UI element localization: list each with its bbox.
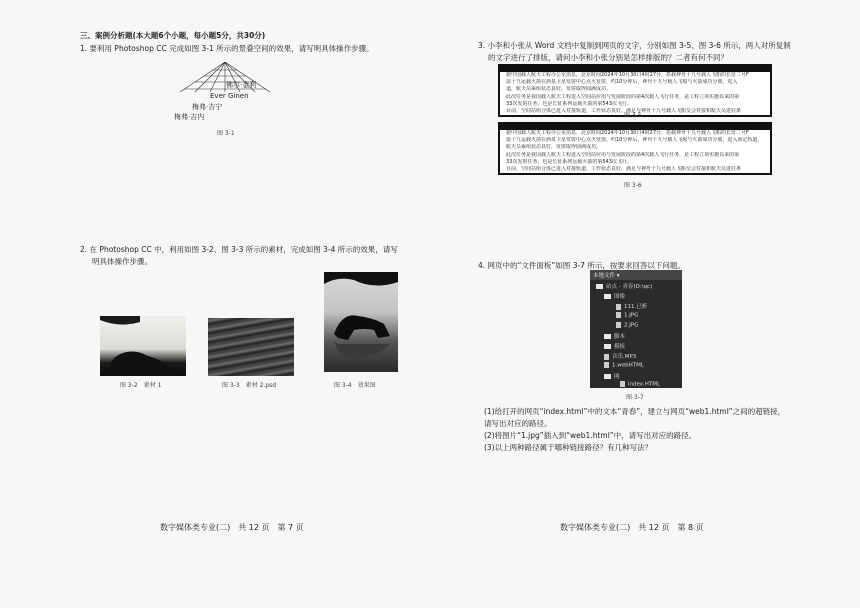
fig36-line: 据中国载人航天工程办公室消息，北京时间2024年10月30日4时27分，搭载神舟十九号载人飞船的长征二号F xyxy=(506,130,749,136)
fig33-caption: 图 3-3 素材 2.psd xyxy=(222,382,277,389)
fig35-line: 据中国载人航天工程办公室消息，北京时间2024年10月30日4时27分，搭载神舟十九号载人飞船的长征二号F xyxy=(506,72,749,78)
code-file-icon xyxy=(604,362,609,368)
file-icon xyxy=(616,304,621,310)
fig31-name-4: 梅弗·吉内 xyxy=(174,113,205,121)
panel-item-web[interactable]: 网 xyxy=(604,372,620,380)
question-3-line-2: 的文字进行了排版，请问小李和小张分别是怎样排版的？二者有何不同？ xyxy=(488,53,728,62)
folder-icon xyxy=(604,294,611,299)
fig32-caption: 图 3-2 素材 1 xyxy=(120,382,162,389)
effect-tiger-image xyxy=(324,272,398,372)
panel-item-images[interactable]: 图像 xyxy=(604,292,625,300)
panel-item-file[interactable]: 音乐.MP3 xyxy=(604,352,636,360)
question-4-3: (3)以上两种路径属于哪种链接路径？有几种写法？ xyxy=(484,443,653,452)
panel-item-file[interactable]: 111.已析 xyxy=(616,302,647,310)
fig35-line: 目前，空间站组合体已进入对接轨道，工作状态良好，满足与神舟十九号载人飞船交会对接和航天员进驻条 xyxy=(506,108,742,115)
panel-item-file[interactable]: index.HTML xyxy=(620,381,660,388)
figure-3-6-doc xyxy=(498,122,772,175)
fig35-line: 道，航天员乘组状态良好，发射取得圆满成功。 xyxy=(506,86,612,93)
section-title: 三、案例分析题(本大题6个小题，每小题5分，共30分) xyxy=(80,31,266,40)
image-file-icon xyxy=(616,312,621,318)
question-2-line-2: 明具体操作步骤。 xyxy=(92,257,152,266)
fig36-line: 目前，空间站组合体已进入对接轨道，工作状态良好，满足与神舟十九号载人飞船交会对接和航天员进驻条 xyxy=(506,166,742,173)
file-panel xyxy=(590,270,682,388)
panel-item-site[interactable]: 站点 - 青春(D:\qc) xyxy=(596,282,652,290)
image-file-icon xyxy=(616,322,621,328)
fig35-line: 33次发射任务，也是长征系列运载火箭的第543次飞行。 xyxy=(506,100,632,107)
question-4-2: (2)将图片“1.jpg”插入到“web1.html”中，请写出对应的路径。 xyxy=(484,431,697,440)
material-2-water-image xyxy=(208,318,294,376)
fig31-name-1: 佛尔·金利 xyxy=(226,81,257,89)
fig31-name-3: 梅弗·吉宁 xyxy=(192,103,223,111)
folder-icon xyxy=(596,284,603,289)
question-2-line-1: 2. 在 Photoshop CC 中，利用如图 3-2、图 3-3 所示的素材，完成如图 3-4 所示的效果，请写 xyxy=(80,245,398,254)
folder-icon xyxy=(604,334,611,339)
right-footer: 数字媒体类专业(二) 共 12 页 第 8 页 xyxy=(560,523,704,532)
panel-item-templates[interactable]: 模板 xyxy=(604,342,625,350)
panel-item-file[interactable]: 2.JPG xyxy=(616,322,638,329)
fig36-line: 遥十九运载火箭在酒泉卫星发射中心点火发射，约10分钟后，神舟十九号载人飞船与火箭成功分离，进入预定轨道， xyxy=(506,137,763,144)
fig35-line: 此次任务是我国载人航天工程进入空间站应用与发展阶段的第4次载人飞行任务，是工程立项实施以来的第 xyxy=(506,93,740,100)
left-footer: 数字媒体类专业(二) 共 12 页 第 7 页 xyxy=(160,523,304,532)
material-1-image xyxy=(100,316,186,376)
question-4-1-line-2: 请写出对应的路径。 xyxy=(484,419,552,428)
question-3-line-1: 3. 小李和小张从 Word 文档中复制到网页的文字，分别如图 3-5、图 3-6 所示，两人对所复制 xyxy=(478,41,791,50)
fig36-line: 此次任务是我国载人航天工程进入空间站应用与发展阶段的第4次载人飞行任务，是工程立项实施以来的第 xyxy=(506,151,740,158)
fig36-caption: 图 3-6 xyxy=(624,182,642,189)
question-1: 1. 要利用 Photoshop CC 完成如图 3-1 所示的景叠空间的效果，请写明具体操作步骤。 xyxy=(80,44,374,53)
panel-item-file[interactable]: 1.JPG xyxy=(616,312,638,319)
fig36-line: 航天员乘组状态良好，发射取得圆满成功。 xyxy=(506,144,602,151)
question-4: 4. 网页中的“文件面板”如图 3-7 所示，按要求回答以下问题。 xyxy=(478,261,685,270)
panel-item-file[interactable]: 1.webHTML xyxy=(604,362,644,369)
fig36-line: 33次发射任务，也是长征系列运载火箭的第543次飞行。 xyxy=(506,158,632,165)
folder-icon xyxy=(604,374,611,379)
fig31-caption: 图 3-1 xyxy=(217,130,235,137)
fig31-name-2: Ever Ginen xyxy=(210,92,249,100)
question-4-1-line-1: (1)给打开的网页“index.html”中的文本“青春”，建立与网页“web1.html”之间的超链接， xyxy=(484,407,786,416)
fig34-caption: 图 3-4 效果图 xyxy=(334,382,376,389)
code-file-icon xyxy=(620,381,625,387)
folder-icon xyxy=(604,344,611,349)
panel-item-scripts[interactable]: 脚本 xyxy=(604,332,625,340)
figure-3-1 xyxy=(170,62,280,132)
file-panel-title[interactable]: 本地文件 ▾ xyxy=(590,270,682,280)
fig35-line: 遥十九运载火箭在酒泉卫星发射中心点火发射，约10分钟后，神舟十九号载人飞船与火箭成功分离，进入 xyxy=(506,79,738,86)
audio-file-icon xyxy=(604,354,609,360)
fig37-caption: 图 3-7 xyxy=(626,394,644,401)
fig35-caption: 图 3-5 xyxy=(624,112,642,119)
